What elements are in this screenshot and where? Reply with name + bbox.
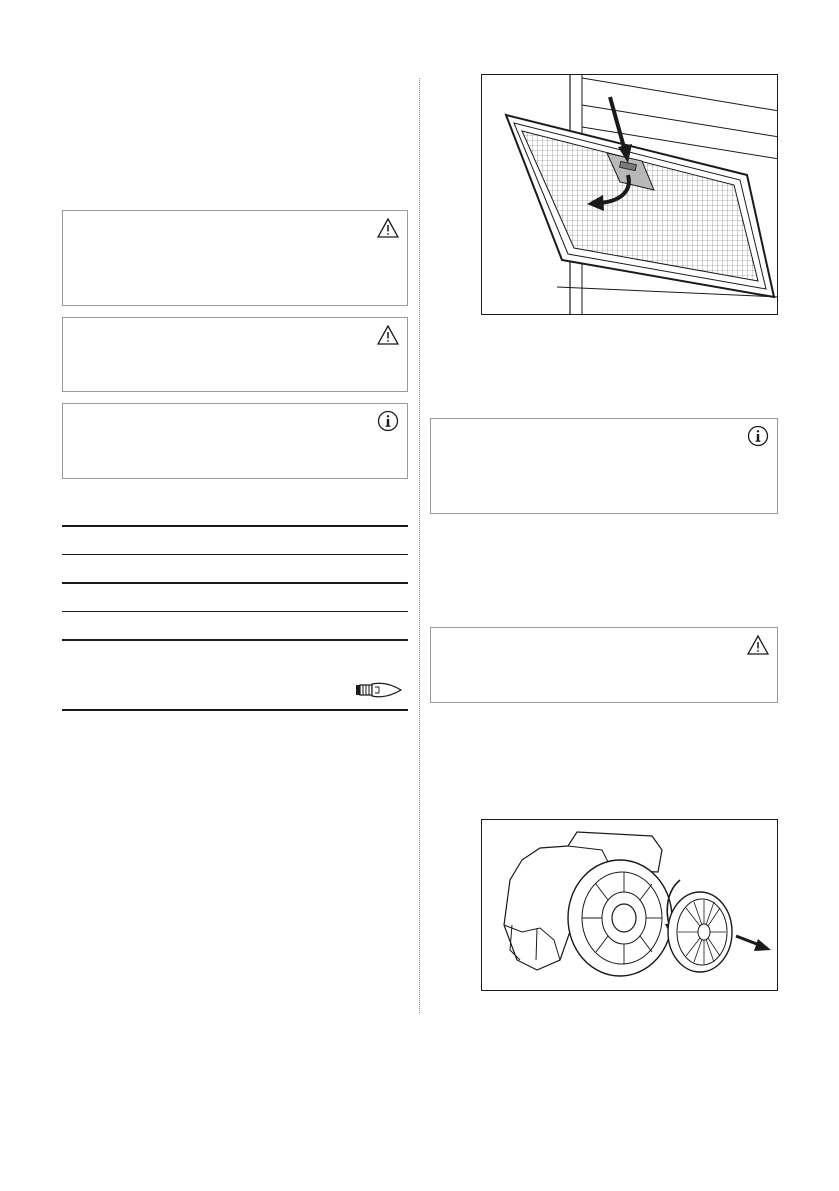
info-icon bbox=[747, 425, 769, 447]
warning-triangle-icon bbox=[377, 217, 399, 239]
table-rule bbox=[62, 554, 408, 555]
warning-notice-2 bbox=[62, 317, 408, 392]
warning-triangle-icon bbox=[377, 324, 399, 346]
carbon-filter-figure bbox=[481, 819, 778, 991]
table-rule-top bbox=[62, 525, 408, 527]
warning-triangle-icon bbox=[747, 634, 769, 656]
table-rule bbox=[62, 582, 408, 584]
info-notice-1 bbox=[62, 403, 408, 479]
table-rule bbox=[62, 639, 408, 641]
warning-notice-1 bbox=[62, 210, 408, 306]
grease-filter-figure bbox=[481, 74, 778, 315]
column-divider bbox=[419, 78, 420, 1013]
lamp-bulb-icon bbox=[355, 680, 403, 700]
warning-notice-3 bbox=[430, 627, 778, 703]
info-notice-2 bbox=[430, 418, 778, 514]
table-rule bbox=[62, 611, 408, 612]
info-icon bbox=[377, 410, 399, 432]
table-rule-bottom bbox=[62, 709, 408, 711]
